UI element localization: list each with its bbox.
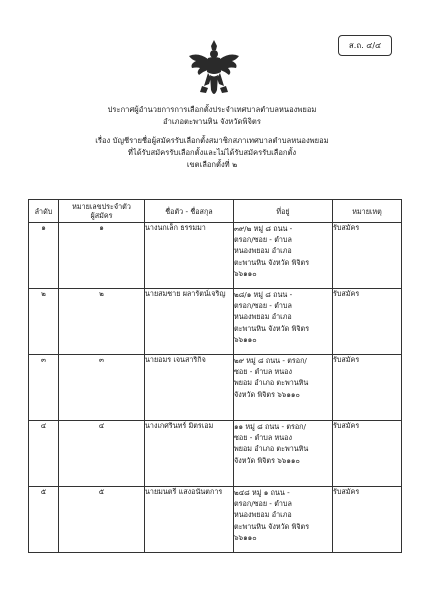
table-row <box>29 289 402 355</box>
address-line: พยอม อำเภอ ตะพานหิน <box>234 444 309 454</box>
table-row <box>29 223 402 289</box>
cell-name: นางนกเล็ก ธรรมมา <box>145 223 234 289</box>
header-number-line2: ผู้สมัคร <box>90 211 113 220</box>
table-row <box>29 487 402 553</box>
address-line: ตะพานหิน จังหวัด พิจิตร <box>234 257 310 267</box>
address-line: จังหวัด พิจิตร ๖๖๑๑๐ <box>234 389 300 399</box>
address-line: ๒๙ หมู่ ๘ ถนน - ตรอก/ <box>234 356 307 365</box>
cell-number: ๓ <box>59 355 145 421</box>
address-line: ๑๑ หมู่ ๘ ถนน - ตรอก/ <box>234 422 306 431</box>
cell-remark: รับสมัคร <box>333 223 402 289</box>
address-line: ตรอก/ซอย - ตำบล <box>234 235 292 245</box>
address-line: ๖๖๑๑๐ <box>234 268 257 278</box>
cell-order: ๑ <box>29 223 59 289</box>
address-line: ตรอก/ซอย - ตำบล <box>234 301 292 311</box>
cell-address <box>234 289 333 355</box>
cell-address <box>234 355 333 421</box>
cell-address <box>234 421 333 487</box>
address-line: ๓๙/๒ หมู่ ๘ ถนน - <box>234 224 293 233</box>
header-name: ชื่อตัว - ชื่อสกุล <box>145 200 234 223</box>
candidate-table <box>28 199 402 553</box>
cell-order: ๓ <box>29 355 59 421</box>
cell-number: ๑ <box>59 223 145 289</box>
address-line: ตะพานหิน จังหวัด พิจิตร <box>234 521 310 531</box>
cell-name: นายมนตรี แสงอนันตการ <box>145 487 234 553</box>
cell-remark: รับสมัคร <box>333 421 402 487</box>
header-address: ที่อยู่ <box>234 200 333 223</box>
address-line: ซอย - ตำบล หนอง <box>234 433 293 443</box>
table-row <box>29 355 402 421</box>
cell-order: ๕ <box>29 487 59 553</box>
cell-remark: รับสมัคร <box>333 289 402 355</box>
address-line: พยอม อำเภอ ตะพานหิน <box>234 378 309 388</box>
cell-remark: รับสมัคร <box>333 487 402 553</box>
address-line: หนองพยอม อำเภอ <box>234 510 292 520</box>
cell-order: ๔ <box>29 421 59 487</box>
form-code-text: ส.ถ. ๔/๔ <box>348 41 382 50</box>
announcement-district: อำเภอตะพานหิน จังหวัดพิจิตร <box>163 117 261 126</box>
cell-number: ๔ <box>59 421 145 487</box>
header-number <box>59 200 145 223</box>
address-line: หนองพยอม อำเภอ <box>234 246 292 256</box>
cell-address <box>234 223 333 289</box>
address-line: ซอย - ตำบล หนอง <box>234 367 293 377</box>
table-row <box>29 421 402 487</box>
cell-name: นางเกศรินทร์ มิตรเอม <box>145 421 234 487</box>
cell-remark: รับสมัคร <box>333 355 402 421</box>
cell-order: ๒ <box>29 289 59 355</box>
form-code-label <box>338 35 392 56</box>
cell-number: ๕ <box>59 487 145 553</box>
address-line: จังหวัด พิจิตร ๖๖๑๑๐ <box>234 455 300 465</box>
address-line: ตรอก/ซอย - ตำบล <box>234 499 292 509</box>
garuda-emblem <box>186 38 242 102</box>
announcement-title: ประกาศผู้อำนวยการการเลือกตั้งประจำเทศบาลตำบลหนองพยอม <box>107 105 317 114</box>
cell-name: นายอมร เจนสาริกิจ <box>145 355 234 421</box>
announcement-subject: เรื่อง บัญชีรายชื่อผู้สมัครรับเลือกตั้งสมาชิกสภาเทศบาลตำบลหนองพยอม <box>95 136 329 145</box>
header-order: ลำดับ <box>29 200 59 223</box>
announcement-zone: เขตเลือกตั้งที่ ๒ <box>186 160 238 169</box>
cell-number: ๒ <box>59 289 145 355</box>
header-number-line1: หมายเลขประจำตัว <box>72 202 131 211</box>
address-line: ตะพานหิน จังหวัด พิจิตร <box>234 323 310 333</box>
table-header-row <box>29 200 402 223</box>
header-remark: หมายเหตุ <box>333 200 402 223</box>
cell-name: นายสมชาย ผลารัตน์เจริญ <box>145 289 234 355</box>
address-line: ๖๖๑๑๐ <box>234 334 257 344</box>
announcement-subject-cont: ที่ได้รับสมัครรับเลือกตั้งและไม่ได้รับสมัครรับเลือกตั้ง <box>127 148 297 157</box>
address-line: ๒๘/๑ หมู่ ๘ ถนน - <box>234 290 293 299</box>
address-line: ๖๖๑๑๐ <box>234 532 257 542</box>
address-line: ๒๔๘ หมู่ ๑ ถนน - <box>234 488 290 497</box>
cell-address <box>234 487 333 553</box>
address-line: หนองพยอม อำเภอ <box>234 312 292 322</box>
